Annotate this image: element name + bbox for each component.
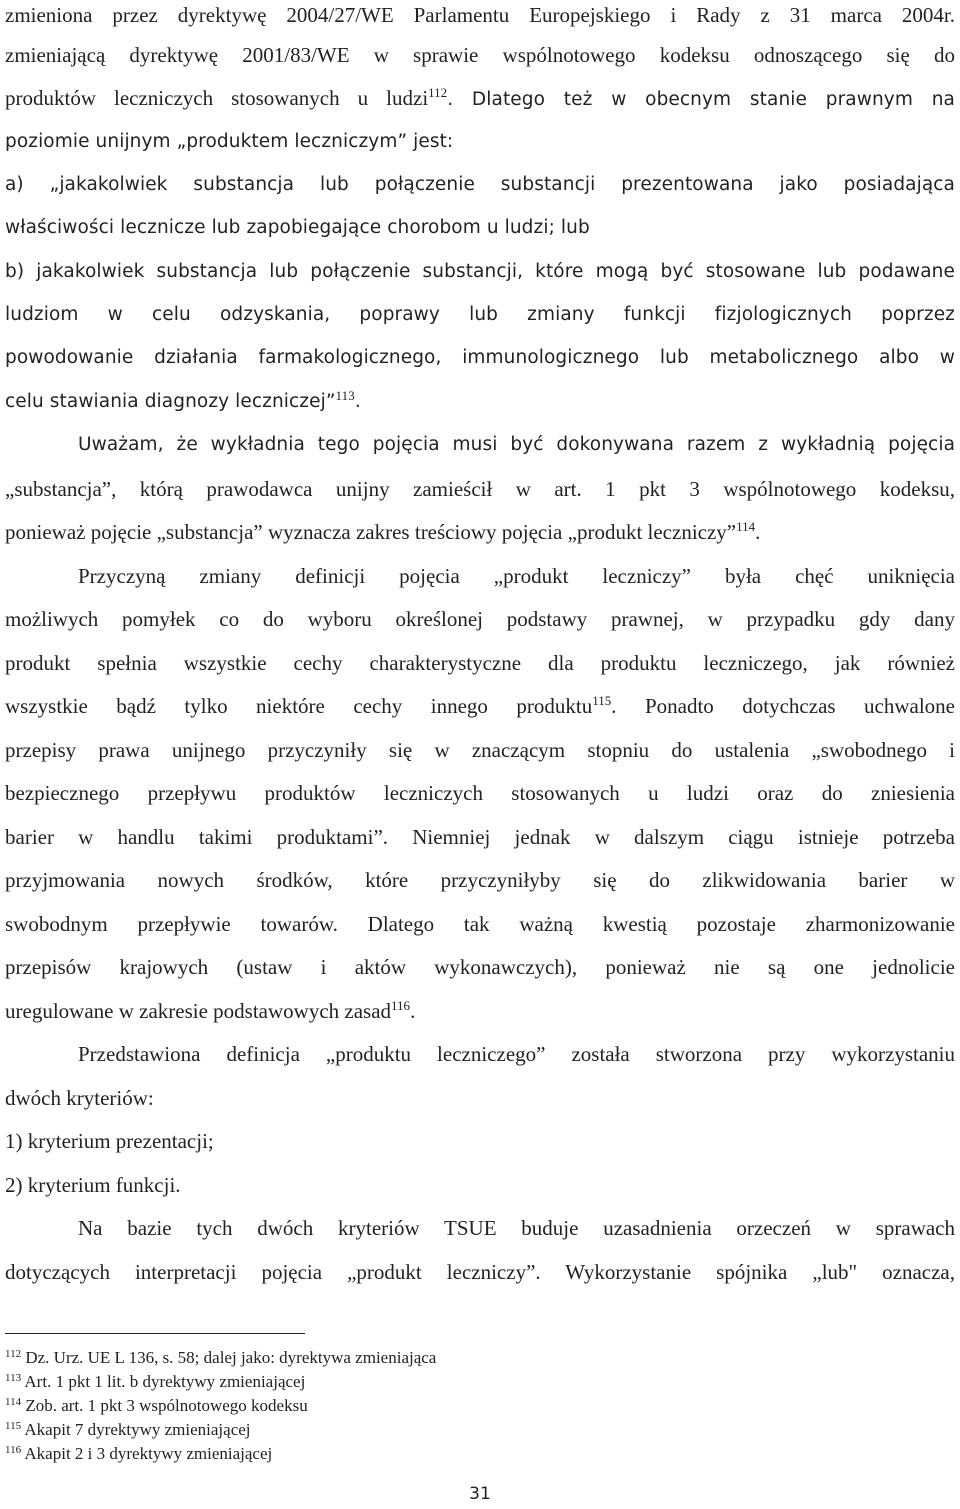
text-run: ponieważ pojęcie „substancja” wyznacza zakres treściowy pojęcia „produkt leczniczy” bbox=[5, 520, 737, 544]
body-line bbox=[5, 691, 955, 721]
body-line: ludziom w celu odzyskania, poprawy lub zmiany funkcji fizjologicznych poprzez bbox=[5, 304, 955, 325]
body-line: właściwości lecznicze lub zapobiegające chorobom u ludzi; lub bbox=[5, 217, 590, 238]
footnote-text: Dz. Urz. UE L 136, s. 58; dalej jako: dyrektywa zmieniająca bbox=[25, 1348, 437, 1367]
body-line: zmieniającą dyrektywę 2001/83/WE w sprawie wspólnotowego kodeksu odnoszącego się do bbox=[5, 43, 955, 67]
footnote-separator bbox=[5, 1333, 305, 1334]
text-run: uregulowane w zakresie podstawowych zasad bbox=[5, 999, 392, 1023]
body-line: produkt spełnia wszystkie cechy charakterystyczne dla produktu leczniczego, jak również bbox=[5, 651, 955, 675]
body-line: zmieniona przez dyrektywę 2004/27/WE Parlamentu Europejskiego i Rady z 31 marca 2004r. bbox=[5, 3, 955, 27]
body-line: możliwych pomyłek co do wyboru określonej podstawy prawnej, w przypadku gdy dany bbox=[5, 607, 955, 631]
footnote-number: 116 bbox=[5, 1444, 22, 1456]
text-run: wszystkie bądź tylko niektóre cechy innego produktu bbox=[5, 694, 593, 718]
body-line: poziomie unijnym „produktem leczniczym” jest: bbox=[5, 131, 454, 152]
footnote-ref[interactable]: 112 bbox=[428, 85, 448, 100]
body-line: Przedstawiona definicja „produktu leczniczego” została stworzona przy wykorzystaniu bbox=[78, 1042, 955, 1066]
body-line bbox=[5, 517, 955, 547]
body-line: Przyczyną zmiany definicji pojęcia „produkt leczniczy” była chęć uniknięcia bbox=[78, 564, 955, 588]
text-run: . bbox=[410, 999, 416, 1023]
text-run: . Dlatego też w obecnym stanie prawnym na bbox=[447, 89, 955, 110]
body-line: Na bazie tych dwóch kryteriów TSUE buduje uzasadnienia orzeczeń w sprawach bbox=[78, 1216, 955, 1240]
footnote bbox=[5, 1395, 308, 1417]
body-line: powodowanie działania farmakologicznego, immunologicznego lub metabolicznego albo w bbox=[5, 347, 955, 368]
body-line: przyjmowania nowych środków, które przyczyniłyby się do zlikwidowania barier w bbox=[5, 868, 955, 892]
body-line bbox=[5, 996, 955, 1026]
body-line: dotyczących interpretacji pojęcia „produkt leczniczy”. Wykorzystanie spójnika „lub" oznacza, bbox=[5, 1260, 955, 1284]
footnote bbox=[5, 1443, 272, 1465]
footnote-number: 115 bbox=[5, 1420, 22, 1432]
body-line bbox=[5, 83, 955, 115]
footnote bbox=[5, 1347, 436, 1369]
footnote-text: Akapit 7 dyrektywy zmieniającej bbox=[24, 1420, 251, 1439]
footnote-ref[interactable]: 115 bbox=[592, 693, 612, 708]
footnote bbox=[5, 1419, 251, 1441]
body-line: a) „jakakolwiek substancja lub połączenie substancji prezentowana jako posiadająca bbox=[5, 174, 955, 195]
footnote-text: Akapit 2 i 3 dyrektywy zmieniającej bbox=[24, 1444, 273, 1463]
text-run: . bbox=[755, 520, 761, 544]
body-line bbox=[5, 387, 955, 417]
body-line: bezpiecznego przepływu produktów leczniczych stosowanych u ludzi oraz do zniesienia bbox=[5, 781, 955, 805]
footnote-number: 114 bbox=[5, 1396, 22, 1408]
text-run: celu stawiania diagnozy leczniczej” bbox=[5, 391, 336, 412]
footnote-ref[interactable]: 116 bbox=[391, 998, 411, 1013]
body-line: Uważam, że wykładnia tego pojęcia musi być dokonywana razem z wykładnią pojęcia bbox=[78, 434, 955, 455]
body-line: „substancja”, którą prawodawca unijny zamieścił w art. 1 pkt 3 wspólnotowego kodeksu, bbox=[5, 477, 955, 501]
page-number: 31 bbox=[469, 1484, 491, 1504]
footnote-number: 113 bbox=[5, 1372, 22, 1384]
text-run: produktów leczniczych stosowanych u ludzi bbox=[5, 86, 429, 110]
footnote-ref[interactable]: 114 bbox=[736, 519, 756, 534]
footnote bbox=[5, 1371, 305, 1393]
body-line: b) jakakolwiek substancja lub połączenie substancji, które mogą być stosowane lub podawane bbox=[5, 261, 955, 282]
body-line: dwóch kryteriów: bbox=[5, 1086, 154, 1110]
body-line: swobodnym przepływie towarów. Dlatego tak ważną kwestią pozostaje zharmonizowanie bbox=[5, 912, 955, 936]
footnote-ref[interactable]: 113 bbox=[335, 387, 355, 403]
body-line: przepisów krajowych (ustaw i aktów wykonawczych), ponieważ nie są one jednolicie bbox=[5, 955, 955, 979]
footnote-number: 112 bbox=[5, 1348, 22, 1360]
body-line: przepisy prawa unijnego przyczyniły się w znaczącym stopniu do ustalenia „swobodnego i bbox=[5, 738, 955, 762]
list-item: 2) kryterium funkcji. bbox=[5, 1173, 181, 1197]
text-run: . bbox=[354, 391, 361, 412]
footnote-text: Zob. art. 1 pkt 3 wspólnotowego kodeksu bbox=[25, 1396, 308, 1415]
list-item: 1) kryterium prezentacji; bbox=[5, 1129, 214, 1153]
text-run: . Ponadto dotychczas uchwalone bbox=[611, 694, 955, 718]
body-line: barier w handlu takimi produktami”. Niemniej jednak w dalszym ciągu istnieje potrzeba bbox=[5, 825, 955, 849]
footnote-text: Art. 1 pkt 1 lit. b dyrektywy zmieniającej bbox=[24, 1372, 306, 1391]
